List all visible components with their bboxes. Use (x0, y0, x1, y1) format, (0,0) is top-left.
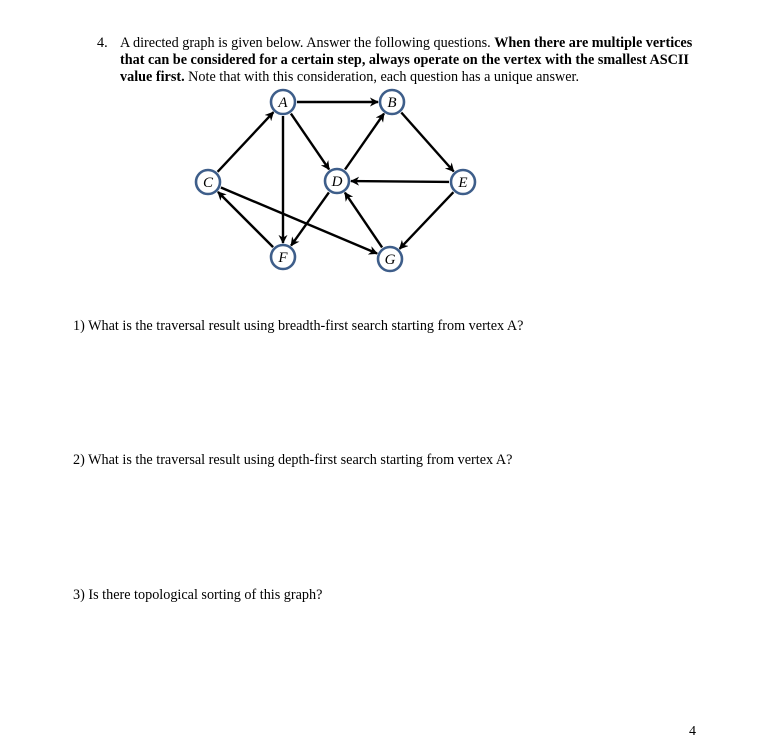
question-2: 2) What is the traversal result using depth-first search starting from vertex A? (73, 452, 513, 468)
node-label: B (387, 95, 397, 111)
edge-c-g (221, 188, 377, 254)
problem-number: 4. (97, 35, 108, 51)
directed-graph-diagram (0, 0, 781, 290)
page-number: 4 (689, 724, 696, 739)
question-3: 3) Is there topological sorting of this graph? (73, 587, 323, 603)
problem-rule: When there are multiple vertices that can be considered for a certain step, always operate on the vertex with the smallest ASCII value first. (120, 35, 693, 85)
edge-b-e (401, 113, 453, 172)
problem-note: Note that with this consideration, each question has a unique answer. (188, 69, 580, 85)
node-g (378, 247, 402, 271)
edge-c-a (218, 112, 274, 172)
node-label: F (278, 250, 288, 266)
node-f (271, 245, 295, 269)
node-d (325, 169, 349, 193)
node-a (271, 90, 295, 114)
node-b (380, 90, 404, 114)
node-c (196, 170, 220, 194)
node-label: E (458, 175, 468, 191)
question-1: 1) What is the traversal result using breadth-first search starting from vertex A? (73, 318, 524, 334)
problem-intro: A directed graph is given below. Answer the following questions. (120, 35, 491, 51)
node-label: A (278, 95, 288, 111)
node-label: G (384, 252, 396, 268)
edge-e-d (351, 181, 449, 182)
edge-a-d (291, 114, 329, 170)
node-label: C (202, 175, 214, 191)
node-e (451, 170, 475, 194)
edge-d-b (345, 114, 384, 170)
edge-g-d (345, 193, 382, 248)
edge-f-c (218, 192, 273, 247)
edge-e-g (400, 192, 454, 249)
node-label: D (331, 174, 343, 190)
